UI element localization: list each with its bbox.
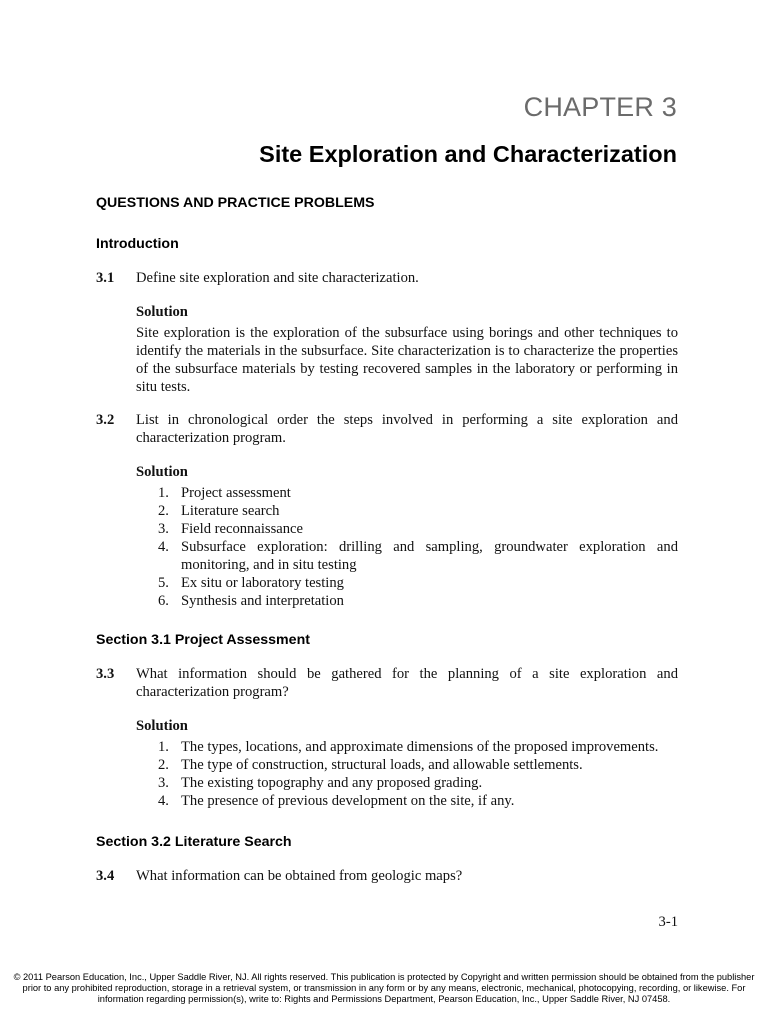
list-item: 2. Literature search [158, 503, 280, 519]
section-3-1-heading: Section 3.1 Project Assessment [96, 632, 310, 648]
list-item: 1. The types, locations, and approximate dimensions of the proposed improvements. [158, 739, 659, 755]
list-item: 6. Synthesis and interpretation [158, 593, 344, 609]
solution-3-2 [136, 463, 678, 610]
list-item: 3. The existing topography and any proposed grading. [158, 775, 483, 791]
section-3-2-heading: Section 3.2 Literature Search [96, 834, 292, 850]
list-item: 4. The presence of previous development on the site, if any. [158, 793, 515, 809]
problem-question: What information should be gathered for the planning of a site exploration and characterization program? [136, 666, 678, 700]
section-heading: QUESTIONS AND PRACTICE PROBLEMS [96, 195, 375, 211]
problem-number: 3.2 [96, 412, 115, 428]
problem-3-1 [96, 269, 678, 287]
steps-list [136, 484, 678, 610]
copyright-notice: © 2011 Pearson Education, Inc., Upper Saddle River, NJ. All rights reserved. This publication is protected by Copyright and written permission should be obtained from the publisher prior to any prohibited reproduction, storage in a retrieval system, or transmission in any form or by any means, electronic, mechanical, photocopying, recording, or likewise. For information regarding permission(s), write to: Rights and Permissions Department, Pearson Education, Inc., Upper Saddle River, NJ 07458. [13, 972, 755, 1005]
list-item: 2. The type of construction, structural loads, and allowable settlements. [158, 757, 583, 773]
problem-question: Define site exploration and site characterization. [136, 270, 419, 286]
problem-number: 3.1 [96, 270, 115, 286]
introduction-heading: Introduction [96, 236, 179, 252]
problem-number: 3.4 [96, 868, 115, 884]
solution-text: Site exploration is the exploration of the subsurface using borings and other techniques to identify the materials in the subsurface. Site characterization is to characterize the properties of the subsurface materials by testing recovered samples in the laboratory or performing in situ tests. [136, 325, 678, 395]
chapter-label: CHAPTER 3 [523, 92, 677, 122]
problem-number: 3.3 [96, 666, 115, 682]
problem-3-3 [96, 665, 678, 701]
problem-3-4 [96, 867, 678, 885]
steps-list [136, 738, 678, 810]
solution-3-1 [136, 303, 678, 396]
problem-question: List in chronological order the steps involved in performing a site exploration and characterization program. [136, 412, 678, 446]
list-item: 1. Project assessment [158, 485, 291, 501]
list-item: 4. Subsurface exploration: drilling and sampling, groundwater exploration and monitoring, and in situ testing [158, 539, 678, 573]
solution-label: Solution [136, 718, 188, 734]
solution-label: Solution [136, 464, 188, 480]
problem-question: What information can be obtained from geologic maps? [136, 868, 463, 884]
chapter-title: Site Exploration and Characterization [259, 141, 677, 167]
solution-label: Solution [136, 304, 188, 320]
list-item: 5. Ex situ or laboratory testing [158, 575, 344, 591]
problem-3-2 [96, 411, 678, 447]
list-item: 3. Field reconnaissance [158, 521, 303, 537]
page-number: 3-1 [658, 914, 678, 930]
solution-3-3 [136, 717, 678, 810]
